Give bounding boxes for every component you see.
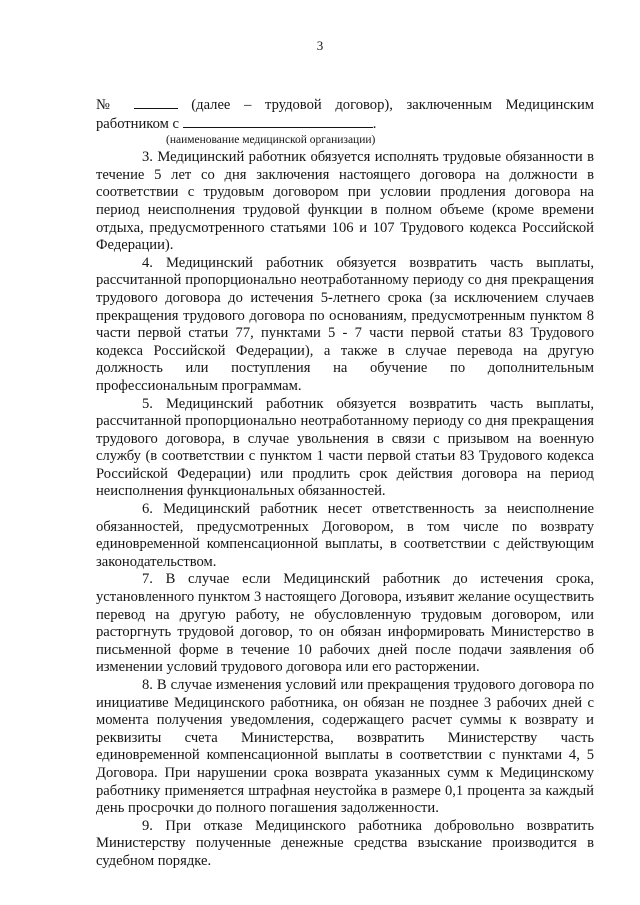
contract-number-blank: [134, 96, 178, 109]
contract-number-line: [96, 96, 594, 115]
employer-line-prefix: работником с: [96, 115, 180, 132]
number-sign: №: [96, 97, 120, 113]
employer-line-suffix: .: [372, 115, 377, 132]
clause-6: 6. Медицинский работник несет ответственность за неисполнение обязанностей, предусмотренных Договором, в том числе по возврату единовременной компенсационной выплаты, в соответствии с действующим законодательством.: [96, 501, 594, 570]
clause-9: 9. При отказе Медицинского работника добровольно возвратить Министерству полученные денежные средства взыскание производится в судебном порядке.: [96, 817, 594, 869]
clause-5: 5. Медицинский работник обязуется возвратить часть выплаты, рассчитанной пропорционально неотработанному периоду со дня прекращения трудового договора, в случае увольнения в связи с призывом на военную службу (в соответствии с пунктом 1 части первой статьи 83 Трудового кодекса Российской Федерации) или продлить срок действия договора на период неисполнения функциональных обязанностей.: [96, 395, 594, 500]
contract-number-line-text: (далее – трудовой договор), заключенным Медицинским: [191, 97, 594, 113]
page-number: 3: [316, 38, 324, 53]
document-body: [96, 96, 594, 871]
clause-3: 3. Медицинский работник обязуется исполнять трудовые обязанности в течение 5 лет со дня заключения настоящего договора на должности в соответствии с трудовым договором при условии продления договора на период неисполнения трудовой функции в полном объеме (кроме времени отдыха, предусмотренного статьями 106 и 107 Трудового кодекса Российской Федерации).: [96, 149, 594, 254]
clause-7: 7. В случае если Медицинский работник до истечения срока, установленного пунктом 3 настоящего Договора, изъявит желание осуществить перевод на другую работу, не обусловленную трудовым договором, или расторгнуть трудовой договор, то он обязан информировать Министерство в письменной форме в течение 10 рабочих дней после подачи заявления об изменении условий трудового договора или его расторжении.: [96, 571, 594, 676]
clause-4: 4. Медицинский работник обязуется возвратить часть выплаты, рассчитанной пропорционально неотработанному периоду со дня прекращения трудового договора до истечения 5-летнего срока (за исключением случаев прекращения трудового договора по основаниям, предусмотренным пунктом 8 части первой статьи 77, пунктами 5 - 7 части первой статьи 83 Трудового кодекса Российской Федерации), а также в случае перевода на другую должность или поступления на обучение по дополнительным профессиональным программам.: [96, 254, 594, 394]
employer-line: [96, 115, 594, 134]
clause-8: 8. В случае изменения условий или прекращения трудового договора по инициативе Медицинского работника, он обязан не позднее 3 рабочих дней с момента получения уведомления, содержащего расчет суммы к возврату и реквизиты счета Министерства, возвратить Министерству часть единовременной компенсационной выплаты в соответствии с пунктами 4, 5 Договора. При нарушении срока возврата указанных сумм к Медицинскому работнику применяется штрафная неустойка в размере 0,1 процента за каждый день просрочки до полного погашения задолженности.: [96, 677, 594, 817]
organization-name-blank: [183, 115, 373, 128]
organization-name-caption: (наименование медицинской организации): [166, 134, 376, 147]
